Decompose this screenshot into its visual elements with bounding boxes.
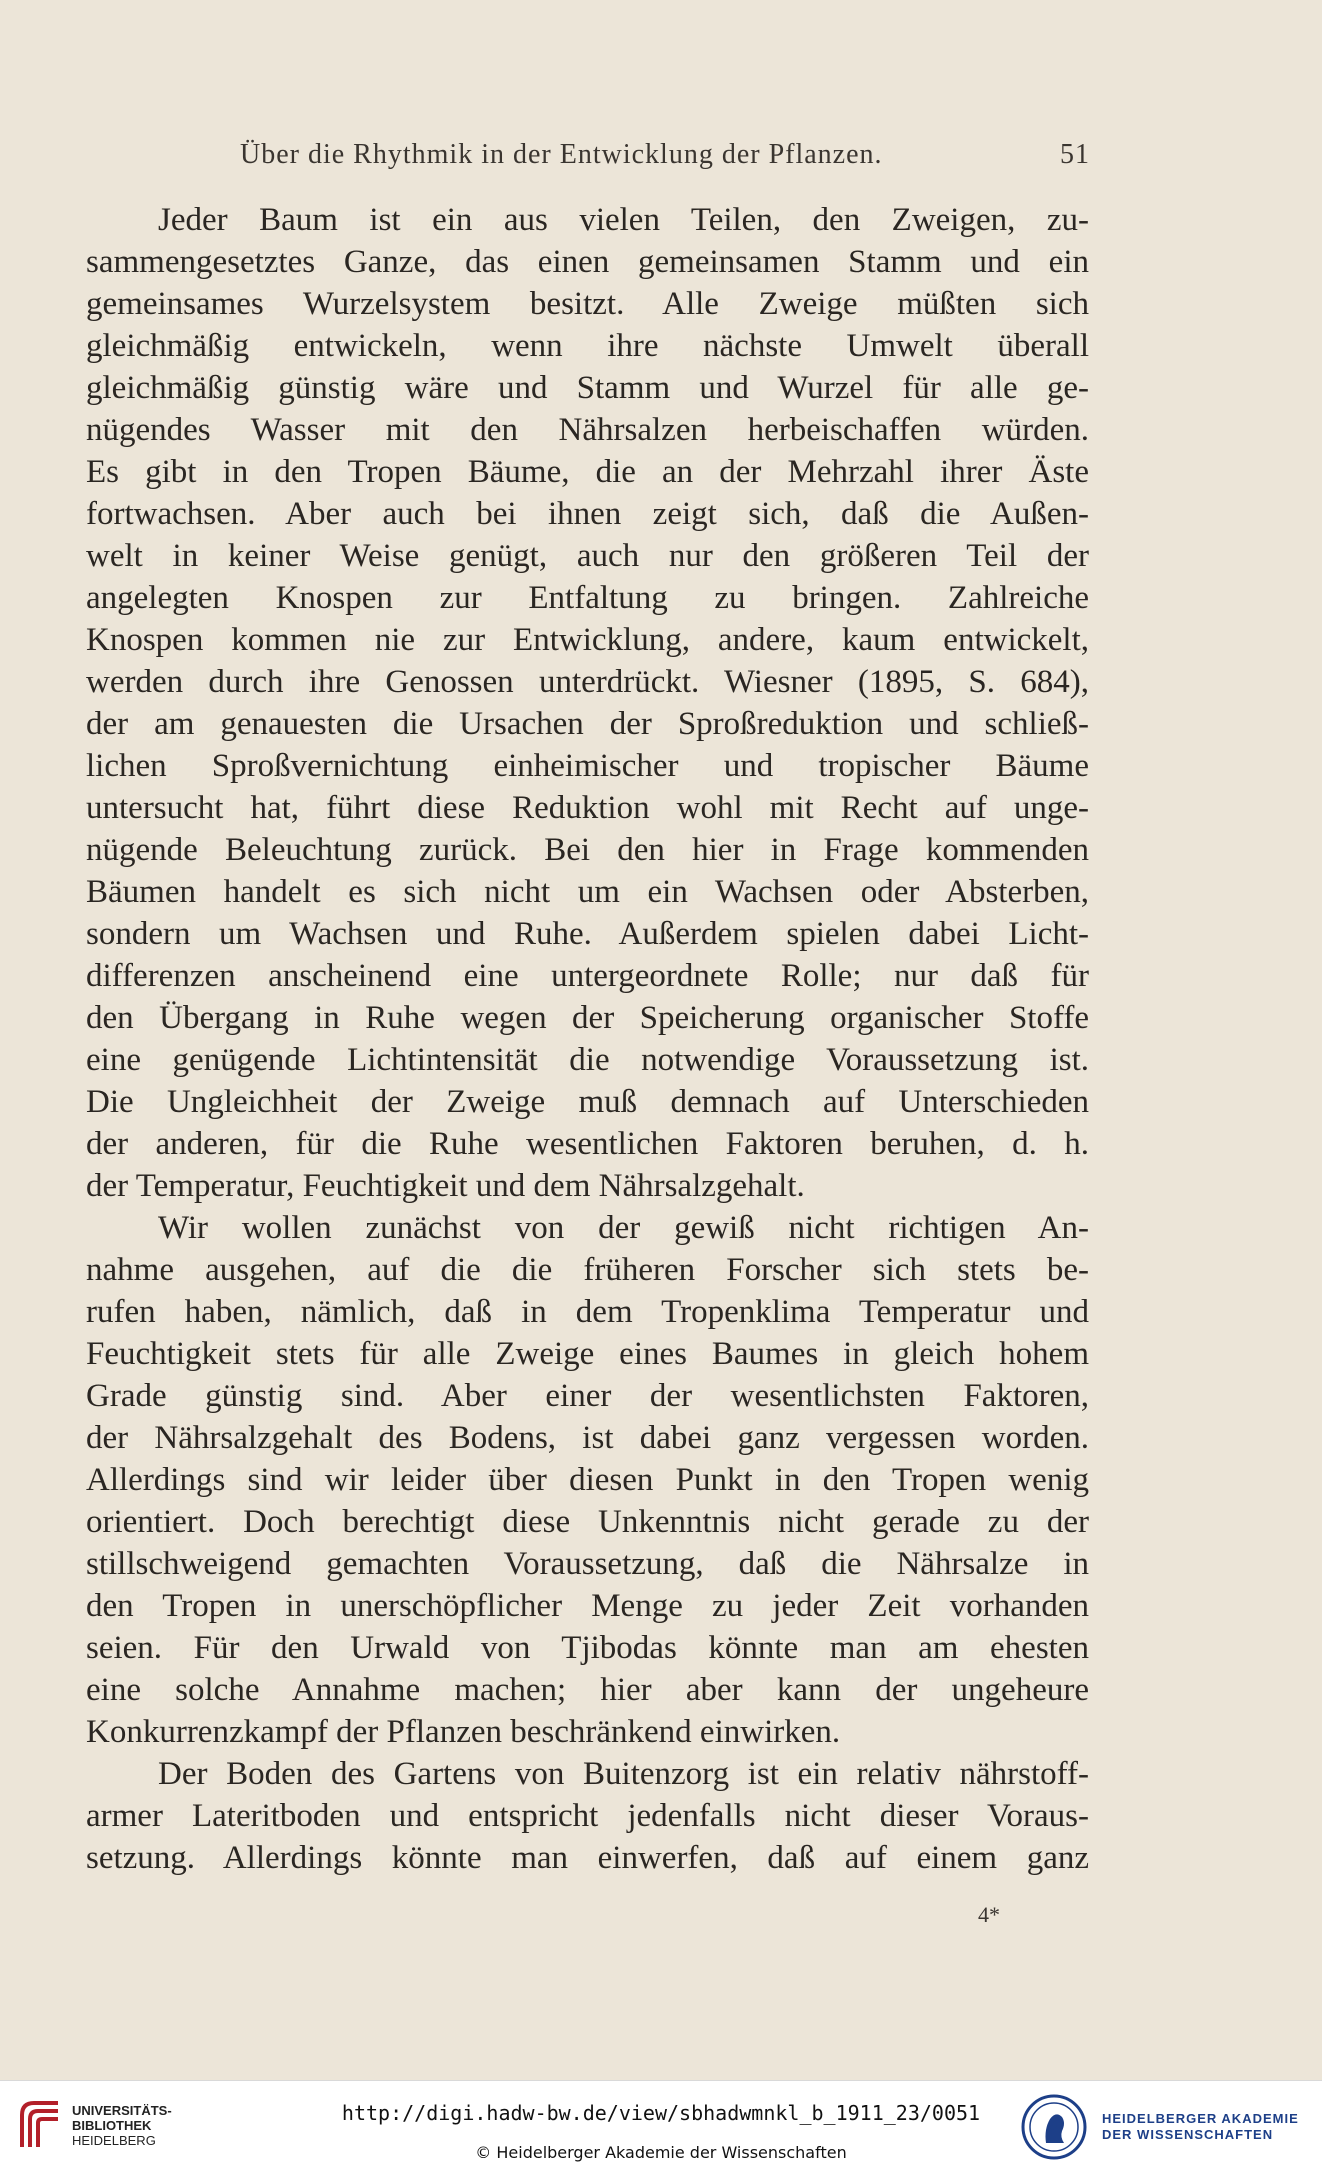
text-line: lichen Sproßvernichtung einheimischer und tropischer Bäume (86, 748, 1089, 784)
text-line: Die Ungleichheit der Zweige muß demnach auf Unterschieden (86, 1084, 1089, 1120)
university-library-name: UNIVERSITÄTS- BIBLIOTHEK HEIDELBERG (72, 2103, 172, 2148)
body-text (86, 199, 1089, 1879)
text-line: nügendes Wasser mit den Nährsalzen herbeischaffen würden. (86, 412, 1089, 448)
permalink-url[interactable]: http://digi.hadw-bw.de/view/sbhadwmnkl_b_1911_23/0051 (341, 2101, 981, 2125)
footer-bar (0, 2080, 1322, 2174)
text-line: der Temperatur, Feuchtigkeit und dem Nährsalzgehalt. (86, 1168, 805, 1204)
text-line: nahme ausgehen, auf die die früheren Forscher sich stets be- (86, 1252, 1089, 1288)
text-line: angelegten Knospen zur Entfaltung zu bringen. Zahlreiche (86, 580, 1089, 616)
text-line: Knospen kommen nie zur Entwicklung, andere, kaum entwickelt, (86, 622, 1089, 658)
academy-name: HEIDELBERGER AKADEMIE DER WISSENSCHAFTEN (1102, 2111, 1299, 2142)
text-line: eine genügende Lichtintensität die notwendige Voraussetzung ist. (86, 1042, 1089, 1078)
text-line: Allerdings sind wir leider über diesen Punkt in den Tropen wenig (86, 1462, 1089, 1498)
text-line: gleichmäßig günstig wäre und Stamm und Wurzel für alle ge- (86, 370, 1089, 406)
text-line: werden durch ihre Genossen unterdrückt. Wiesner (1895, S. 684), (86, 664, 1089, 700)
copyright-notice: © Heidelberger Akademie der Wissenschaften (475, 2143, 847, 2162)
academy-seal-icon (1020, 2093, 1088, 2161)
text-line: sondern um Wachsen und Ruhe. Außerdem spielen dabei Licht- (86, 916, 1089, 952)
text-line: Bäumen handelt es sich nicht um ein Wachsen oder Absterben, (86, 874, 1089, 910)
text-line: Jeder Baum ist ein aus vielen Teilen, den Zweigen, zu- (158, 202, 1089, 238)
text-line: der am genauesten die Ursachen der Sproßreduktion und schließ- (86, 706, 1089, 742)
text-line: Der Boden des Gartens von Buitenzorg ist ein relativ nährstoff- (158, 1756, 1089, 1792)
text-line: differenzen anscheinend eine untergeordnete Rolle; nur daß für (86, 958, 1089, 994)
text-line: orientiert. Doch berechtigt diese Unkenntnis nicht gerade zu der (86, 1504, 1089, 1540)
text-line: der Nährsalzgehalt des Bodens, ist dabei ganz vergessen worden. (86, 1420, 1089, 1456)
text-line: Wir wollen zunächst von der gewiß nicht richtigen An- (158, 1210, 1089, 1246)
text-line: gemeinsames Wurzelsystem besitzt. Alle Zweige müßten sich (86, 286, 1089, 322)
text-line: armer Lateritboden und entspricht jedenfalls nicht dieser Voraus- (86, 1798, 1089, 1834)
text-line: nügende Beleuchtung zurück. Bei den hier in Frage kommenden (86, 832, 1089, 868)
text-line: Grade günstig sind. Aber einer der wesentlichsten Faktoren, (86, 1378, 1089, 1414)
text-line: gleichmäßig entwickeln, wenn ihre nächste Umwelt überall (86, 328, 1089, 364)
text-line: der anderen, für die Ruhe wesentlichen Faktoren beruhen, d. h. (86, 1126, 1089, 1162)
text-line: den Übergang in Ruhe wegen der Speicherung organischer Stoffe (86, 1000, 1089, 1036)
text-line: setzung. Allerdings könnte man einwerfen, daß auf einem ganz (86, 1840, 1089, 1876)
page-number: 51 (1060, 139, 1090, 170)
text-line: stillschweigend gemachten Voraussetzung, daß die Nährsalze in (86, 1546, 1089, 1582)
text-line: Konkurrenzkampf der Pflanzen beschränkend einwirken. (86, 1714, 841, 1750)
signature-mark: 4* (978, 1902, 1000, 1927)
text-line: Es gibt in den Tropen Bäume, die an der Mehrzahl ihrer Äste (86, 454, 1089, 490)
text-line: welt in keiner Weise genügt, auch nur den größeren Teil der (86, 538, 1089, 574)
running-title: Über die Rhythmik in der Entwicklung der Pflanzen. (240, 139, 883, 170)
text-line: seien. Für den Urwald von Tjibodas könnte man am ehesten (86, 1630, 1089, 1666)
text-line: fortwachsen. Aber auch bei ihnen zeigt sich, daß die Außen- (86, 496, 1089, 532)
text-line: eine solche Annahme machen; hier aber kann der ungeheure (86, 1672, 1089, 1708)
text-line: Feuchtigkeit stets für alle Zweige eines Baumes in gleich hohem (86, 1336, 1089, 1372)
text-line: untersucht hat, führt diese Reduktion wohl mit Recht auf unge- (86, 790, 1089, 826)
text-line: den Tropen in unerschöpflicher Menge zu jeder Zeit vorhanden (86, 1588, 1089, 1624)
page-header (90, 139, 1090, 179)
text-line: rufen haben, nämlich, daß in dem Tropenklima Temperatur und (86, 1294, 1089, 1330)
text-line: sammengesetztes Ganze, das einen gemeinsamen Stamm und ein (86, 244, 1089, 280)
